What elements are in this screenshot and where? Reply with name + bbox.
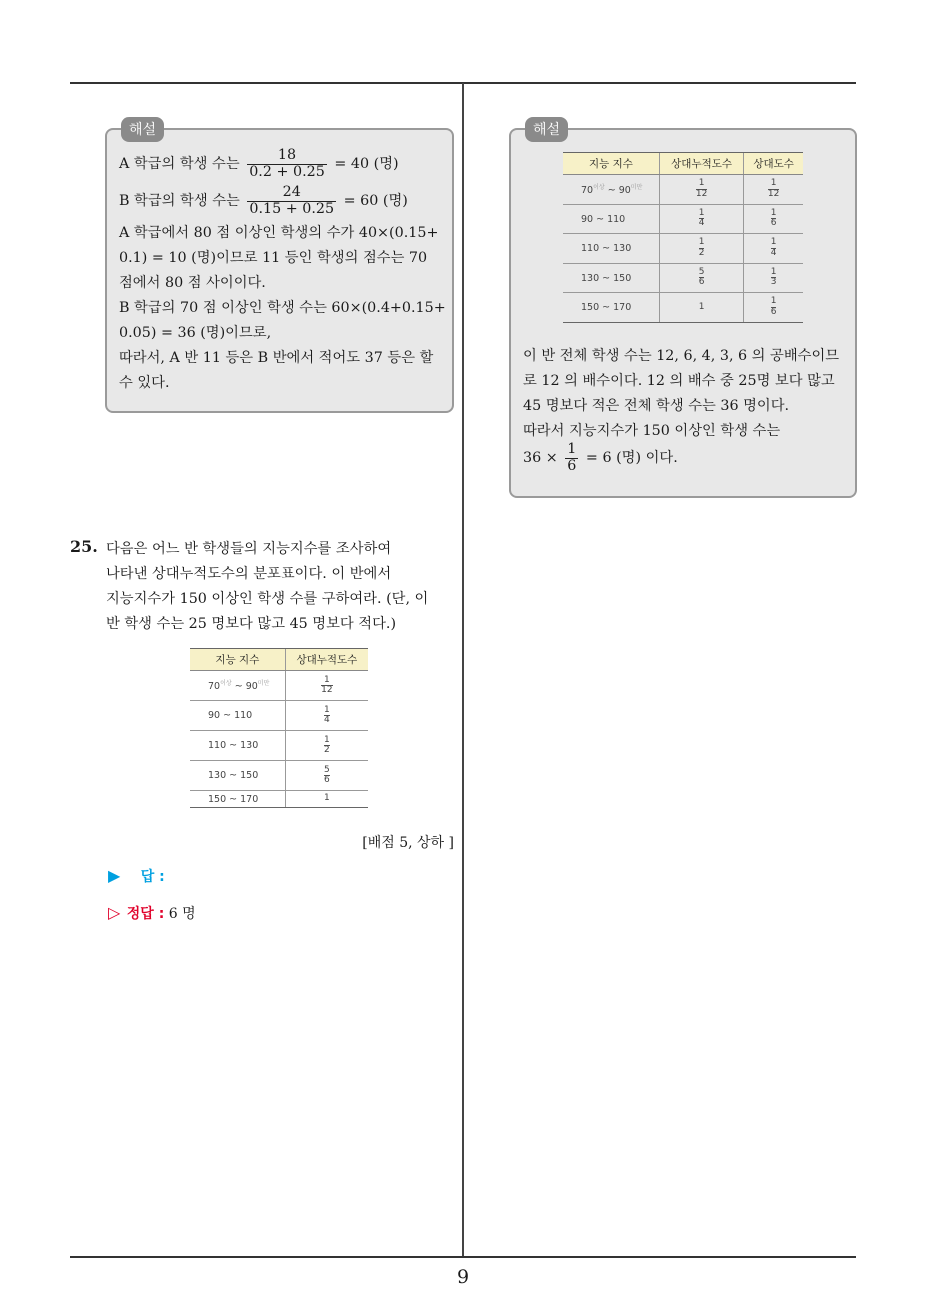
explanation-line: 로 12 의 배수이다. 12 의 배수 중 25명 보다 많고 bbox=[523, 373, 835, 389]
relative-cell: $\frac{1}{3}$ bbox=[744, 263, 803, 293]
play-arrow-icon: ▶ bbox=[108, 866, 121, 885]
cumulative-cell: $\frac{1}{4}$ bbox=[285, 701, 368, 731]
answer-label: 답 : bbox=[140, 869, 165, 885]
iq-range-cell: 110 ~ 130 bbox=[563, 234, 659, 264]
correct-label: 정답 : bbox=[126, 906, 165, 922]
relative-cell: $\frac{1}{4}$ bbox=[744, 234, 803, 264]
table-row bbox=[563, 293, 803, 323]
question-line: 다음은 어느 반 학생들의 지능지수를 조사하여 bbox=[106, 541, 392, 557]
fraction: $\frac{18}{0.2 + 0.25}$ bbox=[249, 147, 325, 180]
question-line: 나타낸 상대누적도수의 분포표이다. 이 반에서 bbox=[106, 566, 392, 582]
cumulative-cell: $\frac{1}{12}$ bbox=[659, 175, 743, 205]
fraction: $\frac{24}{0.15 + 0.25}$ bbox=[249, 184, 335, 217]
header-cumulative: 상대누적도수 bbox=[659, 153, 743, 175]
fraction: $\frac{1}{6}$ bbox=[567, 441, 577, 474]
question-number: 25. bbox=[70, 537, 98, 556]
table-row bbox=[563, 234, 803, 264]
cumulative-cell: $\frac{5}{6}$ bbox=[659, 263, 743, 293]
iq-range-cell: 90 ~ 110 bbox=[563, 204, 659, 234]
cumulative-cell: $\frac{1}{4}$ bbox=[659, 204, 743, 234]
cumulative-cell: $\frac{1}{12}$ bbox=[285, 671, 368, 701]
explanation-line: 0.1) = 10 (명)이므로 11 등인 학생의 점수는 70 bbox=[119, 250, 428, 266]
question-table bbox=[190, 648, 368, 808]
relative-cell: $\frac{1}{6}$ bbox=[744, 204, 803, 234]
explanation-line: 이 반 전체 학생 수는 12, 6, 4, 3, 6 의 공배수이므 bbox=[523, 348, 840, 364]
table-row bbox=[190, 731, 368, 761]
iq-range-cell: $70^{이상}$ ~ $90^{미만}$ bbox=[190, 671, 285, 701]
table-row bbox=[563, 204, 803, 234]
explanation-line: 점에서 80 점 사이이다. bbox=[119, 275, 266, 291]
table-row bbox=[190, 761, 368, 791]
header-iq: 지능 지수 bbox=[563, 153, 659, 175]
explanation-line: 수 있다. bbox=[119, 375, 170, 391]
score-label: [배점 5, 상하 ] bbox=[362, 835, 454, 851]
header-relative: 상대도수 bbox=[744, 153, 803, 175]
cumulative-cell: $\frac{1}{2}$ bbox=[659, 234, 743, 264]
question-line: 반 학생 수는 25 명보다 많고 45 명보다 적다.) bbox=[106, 616, 397, 632]
cumulative-cell: $\frac{5}{6}$ bbox=[285, 761, 368, 791]
table-row bbox=[190, 701, 368, 731]
bottom-rule bbox=[70, 1256, 856, 1258]
b-class-line: B 학급의 학생 수는 $\frac{24}{0.15 + 0.25}$ = 60 (명) bbox=[119, 184, 408, 217]
explanation-line: 따라서 지능지수가 150 이상인 학생 수는 bbox=[523, 423, 781, 439]
table-row bbox=[190, 671, 368, 701]
explanation-line: 0.05) = 36 (명)이므로, bbox=[119, 325, 272, 341]
explanation-tag: 해설 bbox=[525, 117, 568, 142]
explanation-line: 따라서, A 반 11 등은 B 반에서 적어도 37 등은 할 bbox=[119, 350, 434, 366]
question-line: 지능지수가 150 이상인 학생 수를 구하여라. (단, 이 bbox=[106, 591, 429, 607]
explanation-line: A 학급에서 80 점 이상인 학생의 수가 40×(0.15+ bbox=[119, 225, 439, 241]
iq-range-cell: $70^{이상}$ ~ $90^{미만}$ bbox=[563, 175, 659, 205]
iq-range-cell: 150 ~ 170 bbox=[190, 791, 285, 808]
relative-frequency-table bbox=[563, 152, 803, 323]
final-line: 36 × $\frac{1}{6}$ = 6 (명) 이다. bbox=[523, 441, 678, 474]
outline-arrow-icon: ▷ bbox=[108, 903, 121, 922]
table-row bbox=[563, 175, 803, 205]
page-number: 9 bbox=[456, 1266, 470, 1288]
iq-range-cell: 110 ~ 130 bbox=[190, 731, 285, 761]
cumulative-cell: 1 bbox=[659, 293, 743, 323]
table-row bbox=[563, 263, 803, 293]
cumulative-cell: $\frac{1}{2}$ bbox=[285, 731, 368, 761]
relative-cell: $\frac{1}{12}$ bbox=[744, 175, 803, 205]
cumulative-cell: 1 bbox=[285, 791, 368, 808]
table-row bbox=[190, 791, 368, 808]
iq-range-cell: 130 ~ 150 bbox=[563, 263, 659, 293]
explanation-tag: 해설 bbox=[121, 117, 164, 142]
header-iq: 지능 지수 bbox=[190, 649, 285, 671]
relative-cell: $\frac{1}{6}$ bbox=[744, 293, 803, 323]
correct-answer-row bbox=[108, 903, 196, 923]
explanation-line: B 학급의 70 점 이상인 학생 수는 60×(0.4+0.15+ bbox=[119, 300, 446, 316]
column-divider bbox=[462, 83, 464, 1257]
explanation-line: 45 명보다 적은 전체 학생 수는 36 명이다. bbox=[523, 398, 790, 414]
a-class-line: A 학급의 학생 수는 $\frac{18}{0.2 + 0.25}$ = 40 (명) bbox=[119, 147, 399, 180]
answer-row bbox=[108, 866, 165, 886]
correct-value: 6 명 bbox=[168, 906, 196, 922]
left-explanation-box bbox=[105, 122, 454, 413]
right-explanation-box bbox=[509, 122, 857, 498]
iq-range-cell: 130 ~ 150 bbox=[190, 761, 285, 791]
iq-range-cell: 150 ~ 170 bbox=[563, 293, 659, 323]
iq-range-cell: 90 ~ 110 bbox=[190, 701, 285, 731]
header-cumulative: 상대누적도수 bbox=[285, 649, 368, 671]
